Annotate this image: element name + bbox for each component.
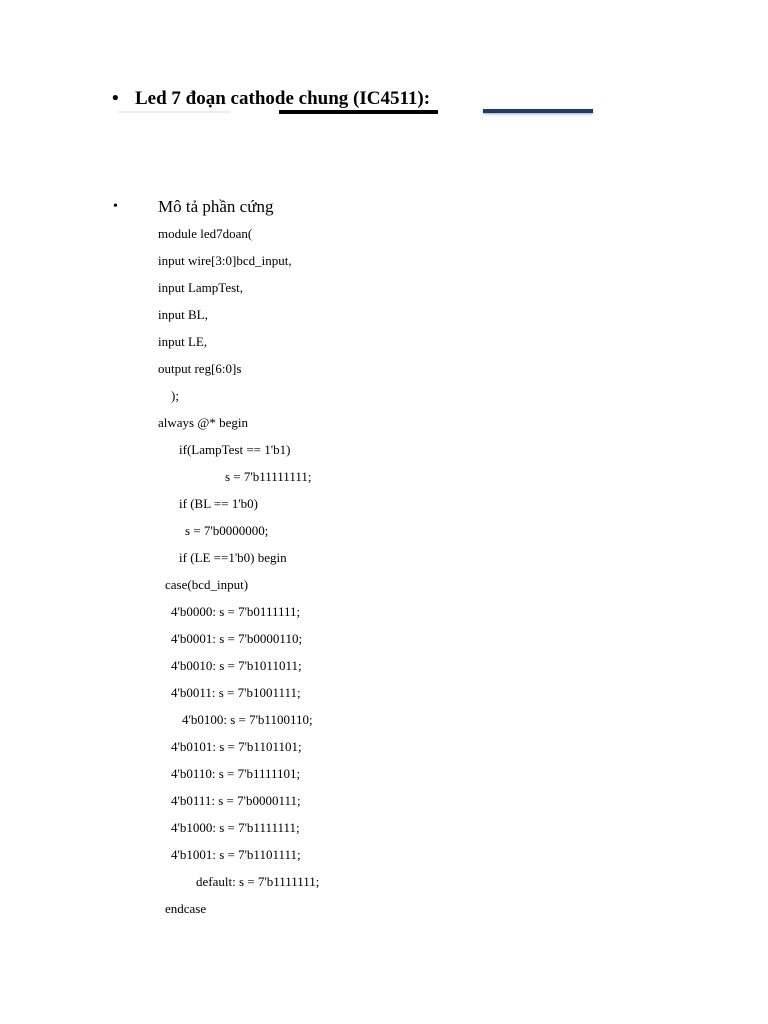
code-line: if (LE ==1'b0) begin xyxy=(179,550,287,565)
code-line: 4'b0011: s = 7'b1001111; xyxy=(171,685,301,700)
code-line: 4'b0010: s = 7'b1011011; xyxy=(171,658,302,673)
code-line: 4'b0100: s = 7'b1100110; xyxy=(182,712,313,727)
code-line: if (BL == 1'b0) xyxy=(179,496,258,511)
accent-rule xyxy=(483,109,593,113)
section-title: Mô tả phần cứng xyxy=(158,197,274,216)
code-line: s = 7'b0000000; xyxy=(185,523,269,538)
code-line: input BL, xyxy=(158,307,208,322)
code-line: default: s = 7'b1111111; xyxy=(196,874,320,889)
heading-underline xyxy=(279,110,438,114)
code-line: input LampTest, xyxy=(158,280,244,295)
code-line: ); xyxy=(171,388,179,403)
code-line: input LE, xyxy=(158,334,208,349)
heading-underline-faint xyxy=(118,111,230,113)
code-line: 4'b0101: s = 7'b1101101; xyxy=(171,739,302,754)
code-line: output reg[6:0]s xyxy=(158,361,242,376)
heading-bullet: • xyxy=(112,88,119,109)
code-line: s = 7'b11111111; xyxy=(225,469,312,484)
code-line: 4'b0110: s = 7'b1111101; xyxy=(171,766,301,781)
code-line: 4'b0000: s = 7'b0111111; xyxy=(171,604,301,619)
section-bullet: • xyxy=(113,199,118,214)
code-line: endcase xyxy=(165,901,207,916)
code-line: case(bcd_input) xyxy=(165,577,249,592)
code-line: module led7doan( xyxy=(158,226,253,241)
code-line: 4'b0111: s = 7'b0000111; xyxy=(171,793,301,808)
code-line: 4'b0001: s = 7'b0000110; xyxy=(171,631,303,646)
code-line: 4'b1000: s = 7'b1111111; xyxy=(171,820,300,835)
code-line: always @* begin xyxy=(158,415,248,430)
heading-title: Led 7 đoạn cathode chung (IC4511): xyxy=(135,88,431,109)
code-line: if(LampTest == 1'b1) xyxy=(179,442,291,457)
code-line: input wire[3:0]bcd_input, xyxy=(158,253,292,268)
code-line: 4'b1001: s = 7'b1101111; xyxy=(171,847,301,862)
